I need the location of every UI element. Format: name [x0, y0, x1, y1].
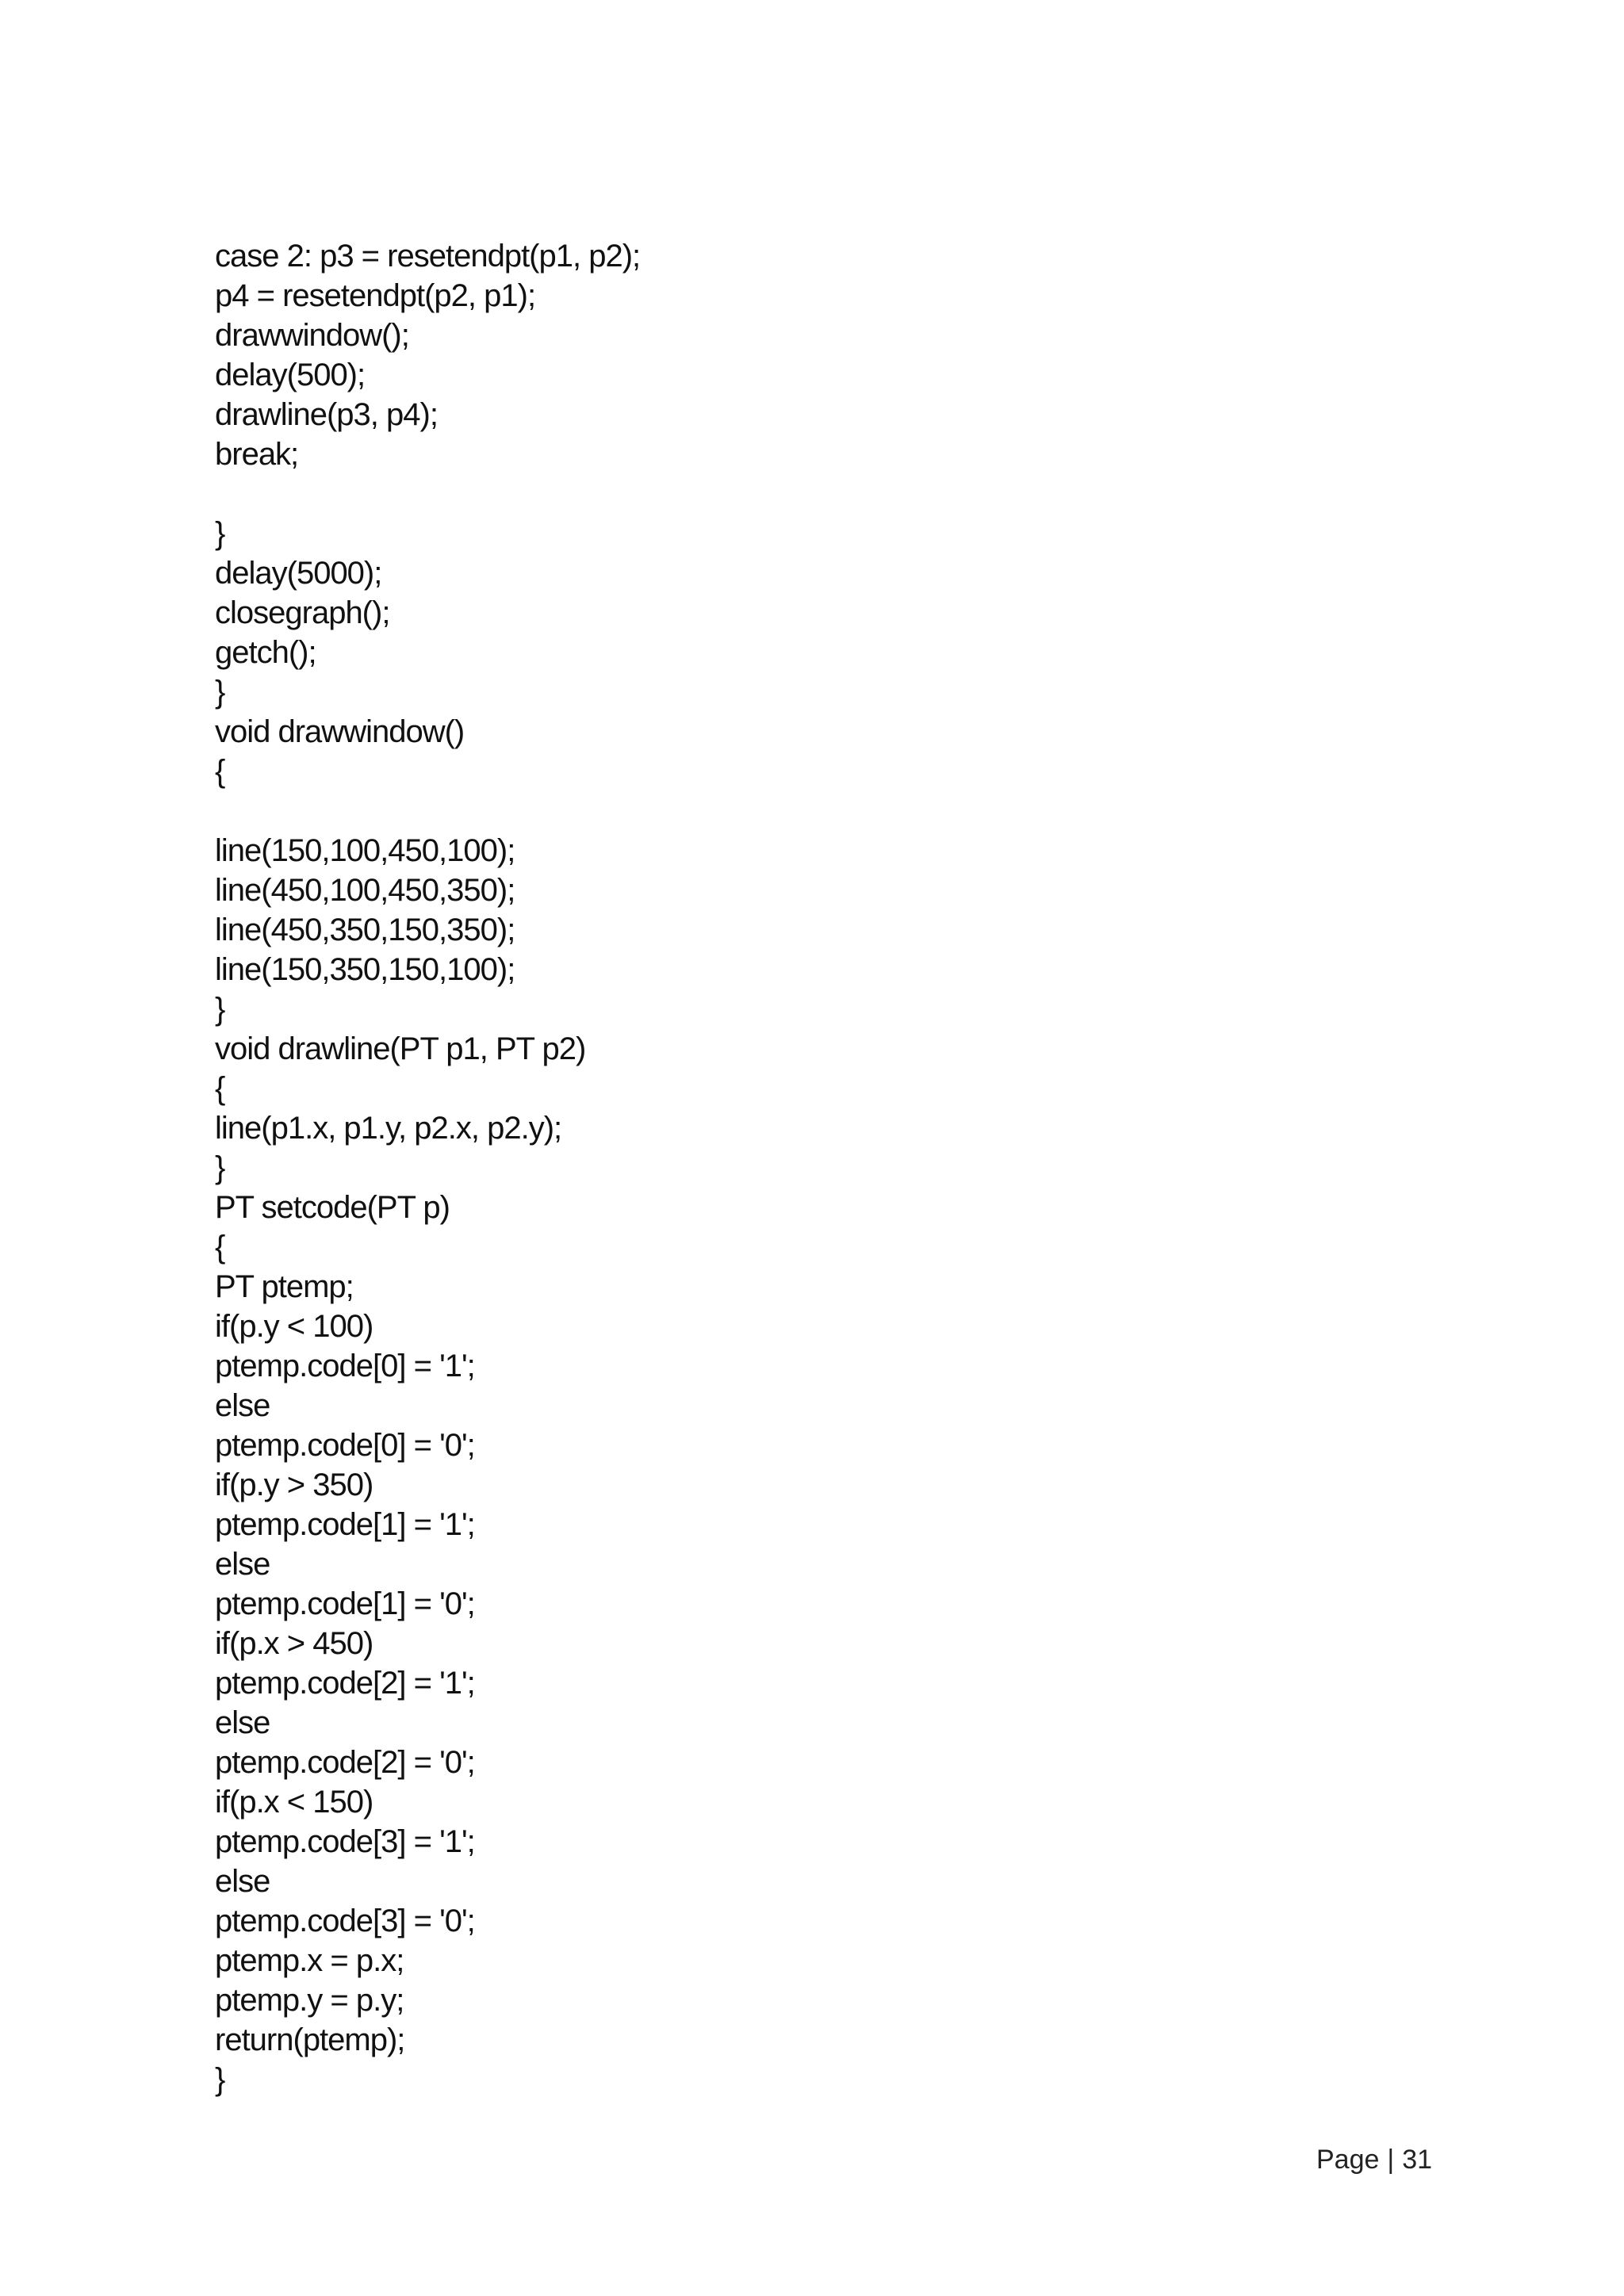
code-line: ptemp.code[1] = '1';: [215, 1507, 475, 1542]
code-line: void drawwindow(): [215, 714, 465, 749]
code-line: }: [215, 992, 225, 1027]
code-listing: [215, 236, 1404, 2099]
code-line: line(150,350,150,100);: [215, 952, 515, 987]
code-line: if(p.y < 100): [215, 1309, 373, 1344]
code-line: return(ptemp);: [215, 2022, 405, 2057]
code-line: else: [215, 1705, 270, 1740]
code-line: delay(500);: [215, 358, 366, 392]
code-line: PT setcode(PT p): [215, 1190, 450, 1225]
code-line: case 2: p3 = resetendpt(p1, p2);: [215, 239, 641, 274]
code-line: [215, 474, 1404, 514]
code-line: drawline(p3, p4);: [215, 397, 438, 432]
code-line: line(p1.x, p1.y, p2.x, p2.y);: [215, 1111, 562, 1146]
code-line: ptemp.code[3] = '1';: [215, 1824, 475, 1859]
code-line: void drawline(PT p1, PT p2): [215, 1031, 586, 1066]
code-line: ptemp.code[0] = '1';: [215, 1349, 475, 1383]
code-line: line(150,100,450,100);: [215, 833, 515, 868]
code-line: closegraph();: [215, 595, 390, 630]
code-line: }: [215, 675, 225, 710]
code-line: line(450,100,450,350);: [215, 873, 515, 908]
code-line: delay(5000);: [215, 556, 382, 591]
code-line: else: [215, 1864, 270, 1899]
code-line: ptemp.code[2] = '1';: [215, 1666, 475, 1701]
page-footer: [1316, 2144, 1432, 2175]
code-line: ptemp.y = p.y;: [215, 1983, 404, 2018]
code-line: ptemp.code[0] = '0';: [215, 1428, 475, 1463]
code-line: else: [215, 1547, 270, 1582]
code-line: line(450,350,150,350);: [215, 913, 515, 947]
code-line: }: [215, 1150, 225, 1185]
code-line: }: [215, 516, 225, 551]
code-line: if(p.x > 450): [215, 1626, 373, 1661]
code-line: if(p.x < 150): [215, 1785, 373, 1820]
code-line: }: [215, 2062, 225, 2097]
code-line: drawwindow();: [215, 318, 409, 353]
code-line: if(p.y > 350): [215, 1468, 373, 1502]
code-line: ptemp.code[3] = '0';: [215, 1904, 475, 1938]
code-line: p4 = resetendpt(p2, p1);: [215, 278, 536, 313]
code-line: {: [215, 1230, 225, 1265]
code-line: {: [215, 754, 225, 789]
code-line: [215, 791, 1404, 831]
code-line: ptemp.code[1] = '0';: [215, 1586, 475, 1621]
code-line: ptemp.code[2] = '0';: [215, 1745, 475, 1780]
page-number: 31: [1402, 2145, 1433, 2175]
code-line: else: [215, 1388, 270, 1423]
code-line: getch();: [215, 635, 316, 670]
code-line: ptemp.x = p.x;: [215, 1943, 404, 1978]
code-line: {: [215, 1071, 225, 1106]
code-line: break;: [215, 437, 299, 472]
page-separator: |: [1387, 2145, 1395, 2175]
page-label: Page: [1316, 2145, 1380, 2175]
code-line: PT ptemp;: [215, 1269, 354, 1304]
